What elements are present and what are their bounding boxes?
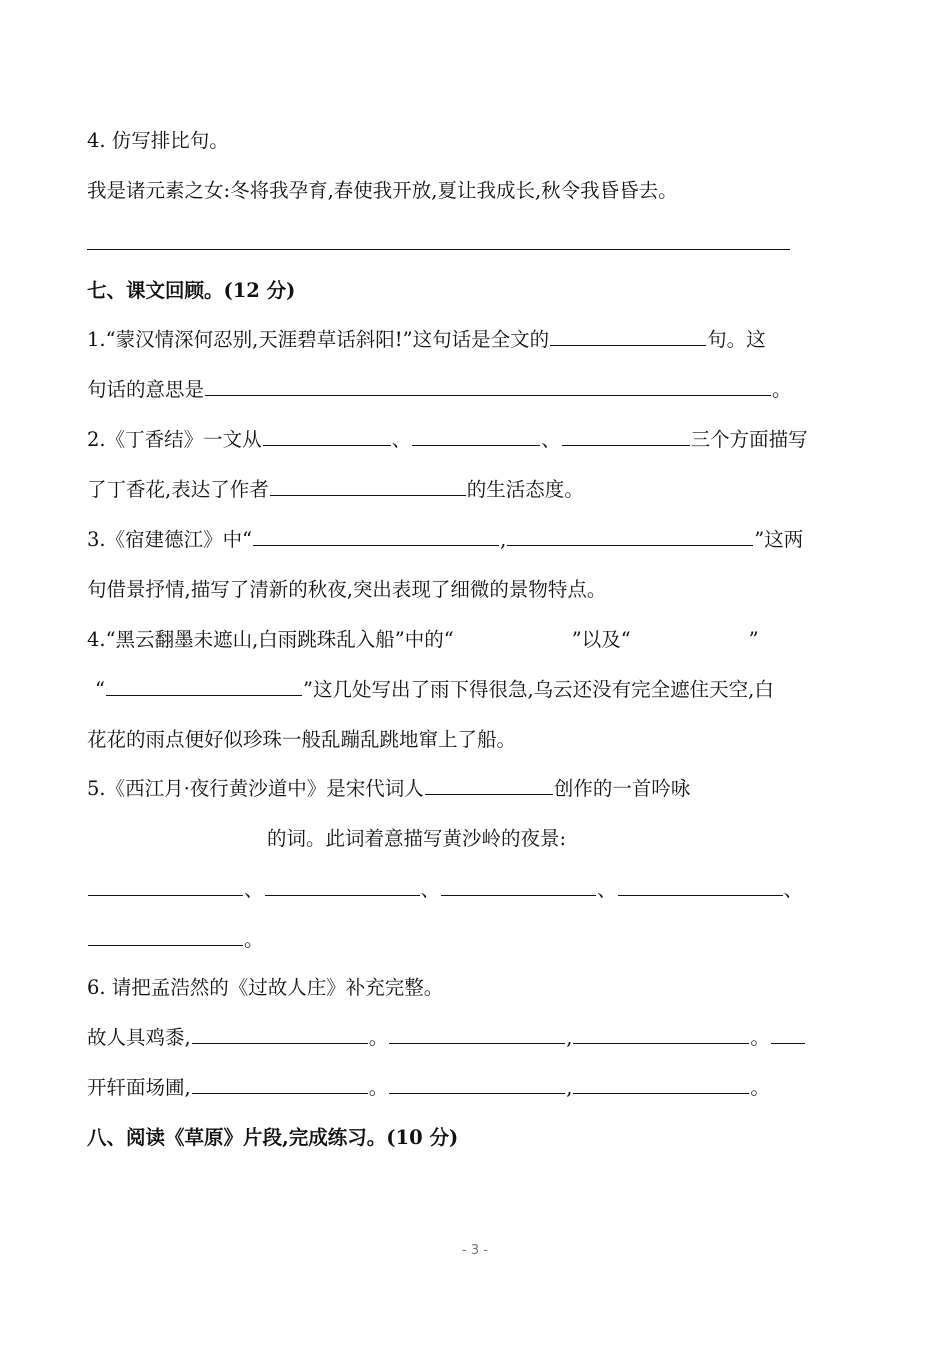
s7-q5-blank-scene-3[interactable]: [441, 875, 596, 896]
s7-q5-blank-scene-4[interactable]: [618, 875, 783, 896]
s7-q4-line1: [87, 625, 759, 655]
s7-q2-text-c: 了丁香花,表达了作者: [87, 478, 269, 501]
s7-q4-text-c: ”: [748, 628, 759, 651]
s7-q4-blank-word[interactable]: [106, 675, 302, 696]
s7-q6-l2-blank-2[interactable]: [389, 1073, 565, 1094]
s7-q3-blank-line-2[interactable]: [507, 525, 753, 546]
s7-q5-end: 。: [244, 928, 264, 951]
s7-q5-blank-scene-1[interactable]: [88, 875, 243, 896]
s7-q4-text-b: ”以及“: [571, 628, 631, 651]
s7-q2-blank-aspect-1[interactable]: [263, 425, 391, 446]
s7-q1-blank-sentence-type[interactable]: [550, 325, 706, 346]
s7-q3-sep: ,: [500, 528, 507, 551]
s7-q4-line2: [95, 675, 774, 705]
section-7-heading: 七、课文回顾。(12 分): [87, 279, 296, 302]
s7-q5-text-a: 5.《西江月·夜行黄沙道中》是宋代词人: [87, 777, 424, 800]
s7-q5-line3: [87, 875, 803, 905]
s7-q2-blank-aspect-2[interactable]: [412, 425, 540, 446]
s7-q6-l2-text-a: 开轩面场圃,: [87, 1076, 191, 1099]
s7-q3-blank-line-1[interactable]: [253, 525, 499, 546]
s7-q6-l2-text-d: 。: [750, 1076, 770, 1099]
s7-q1-text-b: 句。这: [707, 328, 766, 351]
s7-q1-text-a: 1.“蒙汉情深何忍别,天涯碧草话斜阳!”这句话是全文的: [87, 328, 550, 351]
s7-q4-text-e: ”这几处写出了雨下得很急,乌云还没有完全遮住天空,白: [302, 678, 774, 701]
s7-q5-blank-scene-5[interactable]: [88, 925, 243, 946]
s7-q6-l1-text-b: 。: [368, 1026, 389, 1049]
s7-q6-l2-blank-3[interactable]: [573, 1073, 749, 1094]
s7-q1-line1: [87, 325, 766, 355]
s7-q5-text-b: 创作的一首吟咏: [553, 777, 691, 800]
s7-q6-l1-blank-2[interactable]: [389, 1023, 565, 1044]
s7-q5-sep-2: 、: [420, 878, 441, 901]
s7-q2-sep-2: 、: [541, 428, 561, 451]
s7-q2-sep-1: 、: [391, 428, 412, 451]
s7-q6-l1-text-d: 。: [750, 1026, 770, 1049]
s7-q5-blank-scene-2[interactable]: [265, 875, 420, 896]
s7-q5-sep-3: 、: [597, 878, 617, 901]
s7-q6-l1-text-c: ,: [566, 1026, 573, 1049]
s7-q5-sep-4: 、: [783, 878, 804, 901]
s7-q2-text-d: 的生活态度。: [466, 478, 584, 501]
q4-heading: 4. 仿写排比句。: [87, 129, 229, 152]
s7-q5-line1: [87, 774, 690, 804]
s7-q5-sep-1: 、: [244, 878, 264, 901]
s7-q3-line1: [87, 525, 803, 555]
s7-q4-text-d: “: [95, 678, 105, 701]
s7-q4-text-a: 4.“黑云翻墨未遮山,白雨跳珠乱入船”中的“: [87, 628, 454, 651]
s7-q3-text-a: 3.《宿建德江》中“: [87, 528, 253, 551]
s7-q3-line2: 句借景抒情,描写了清新的秋夜,突出表现了细微的景物特点。: [87, 578, 607, 601]
s7-q1-line2: [87, 375, 792, 405]
s7-q2-blank-attitude[interactable]: [270, 475, 466, 496]
page-number: - 3 -: [462, 1243, 488, 1258]
s7-q2-blank-aspect-3[interactable]: [562, 425, 690, 446]
s7-q4-line3: 花花的雨点便好似珍珠一般乱蹦乱跳地窜上了船。: [87, 728, 517, 751]
s7-q6-l2-blank-1[interactable]: [192, 1073, 368, 1094]
s7-q2-line1: [87, 425, 808, 455]
s7-q6-l1-trailing-rule: [771, 1023, 805, 1044]
s7-q6-l1-text-a: 故人具鸡黍,: [87, 1026, 191, 1049]
s7-q3-text-b: ”这两: [754, 528, 804, 551]
s7-q5-line2: 的词。此词着意描写黄沙岭的夜景:: [267, 827, 567, 850]
s7-q6-poem-line2: [87, 1073, 770, 1103]
s7-q1-text-d: 。: [772, 378, 792, 401]
s7-q2-text-b: 三个方面描写: [690, 428, 808, 451]
q4-example-sentence: 我是诸元素之女:冬将我孕育,春使我开放,夏让我成长,秋令我昏昏去。: [87, 179, 678, 202]
s7-q6-l2-text-b: 。: [368, 1076, 389, 1099]
s7-q2-text-a: 2.《丁香结》一文从: [87, 428, 262, 451]
q4-answer-line[interactable]: [87, 249, 790, 250]
s7-q1-blank-meaning[interactable]: [205, 375, 771, 396]
s7-q6-poem-line1: [87, 1023, 806, 1053]
s7-q6-l1-blank-3[interactable]: [573, 1023, 749, 1044]
s7-q6-l1-blank-1[interactable]: [192, 1023, 368, 1044]
s7-q2-line2: [87, 475, 584, 505]
s7-q1-text-c: 句话的意思是: [87, 378, 205, 401]
section-8-heading: 八、阅读《草原》片段,完成练习。(10 分): [87, 1126, 459, 1149]
s7-q5-line4: [87, 925, 264, 955]
s7-q5-blank-poet[interactable]: [425, 774, 553, 795]
s7-q6-heading: 6. 请把孟浩然的《过故人庄》补充完整。: [87, 976, 444, 999]
s7-q6-l2-text-c: ,: [566, 1076, 573, 1099]
